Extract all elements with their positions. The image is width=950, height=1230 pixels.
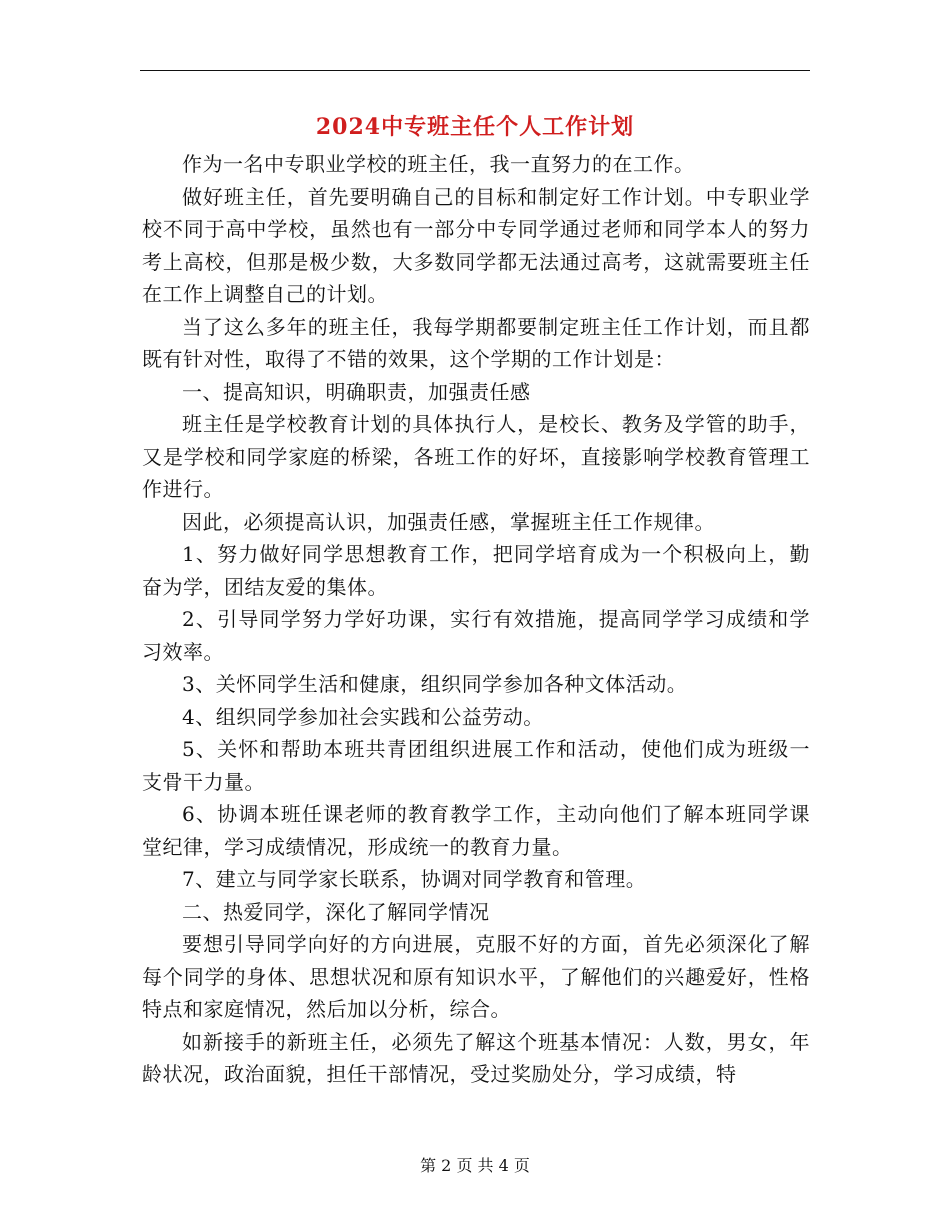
list-item: 1、努力做好同学思想教育工作，把同学培育成为一个积极向上，勤奋为学，团结友爱的集体。 [142,542,810,599]
list-item: 5、关怀和帮助本班共青团组织进展工作和活动，使他们成为班级一支骨干力量。 [142,737,810,794]
paragraph: 当了这么多年的班主任，我每学期都要制定班主任工作计划，而且都既有针对性，取得了不错的效果，这个学期的工作计划是： [142,314,810,371]
paragraph: 如新接手的新班主任，必须先了解这个班基本情况：人数，男女，年龄状况，政治面貌，担任干部情况，受过奖励处分，学习成绩，特 [142,1029,810,1086]
paragraph: 做好班主任，首先要明确自己的目标和制定好工作计划。中专职业学校不同于高中学校，虽然也有一部分中专同学通过老师和同学本人的努力考上高校，但那是极少数，大多数同学都无法通过高考，这就需要班主任在工作上调整自己的计划。 [142,184,810,306]
list-item: 2、引导同学努力学好功课，实行有效措施，提高同学学习成绩和学习效率。 [142,607,810,664]
list-item: 4、组织同学参加社会实践和公益劳动。 [182,704,544,729]
document-body [142,148,810,1091]
section-heading: 一、提高知识，明确职责，加强责任感 [182,379,531,404]
paragraph: 作为一名中专职业学校的班主任，我一直努力的在工作。 [182,152,695,176]
list-item: 6、协调本班任课老师的教育教学工作，主动向他们了解本班同学课堂纪律，学习成绩情况，形成统一的教育力量。 [142,802,810,859]
header-rule [140,70,810,71]
list-item: 7、建立与同学家长联系，协调对同学教育和管理。 [182,867,647,891]
paragraph: 因此，必须提高认识，加强责任感，掌握班主任工作规律。 [182,509,715,534]
page-footer: 第 2 页 共 4 页 [420,1156,530,1175]
paragraph: 班主任是学校教育计划的具体执行人，是校长、教务及学管的助手，又是学校和同学家庭的桥梁，各班工作的好坏，直接影响学校教育管理工作进行。 [142,412,810,501]
document-title: 2024中专班主任个人工作计划 [315,114,635,140]
paragraph: 要想引导同学向好的方向进展，克服不好的方面，首先必须深化了解每个同学的身体、思想状况和原有知识水平，了解他们的兴趣爱好，性格特点和家庭情况，然后加以分析，综合。 [142,932,810,1021]
list-item: 3、关怀同学生活和健康，组织同学参加各种文体活动。 [182,672,688,696]
section-heading: 二、热爱同学，深化了解同学情况 [182,899,490,924]
